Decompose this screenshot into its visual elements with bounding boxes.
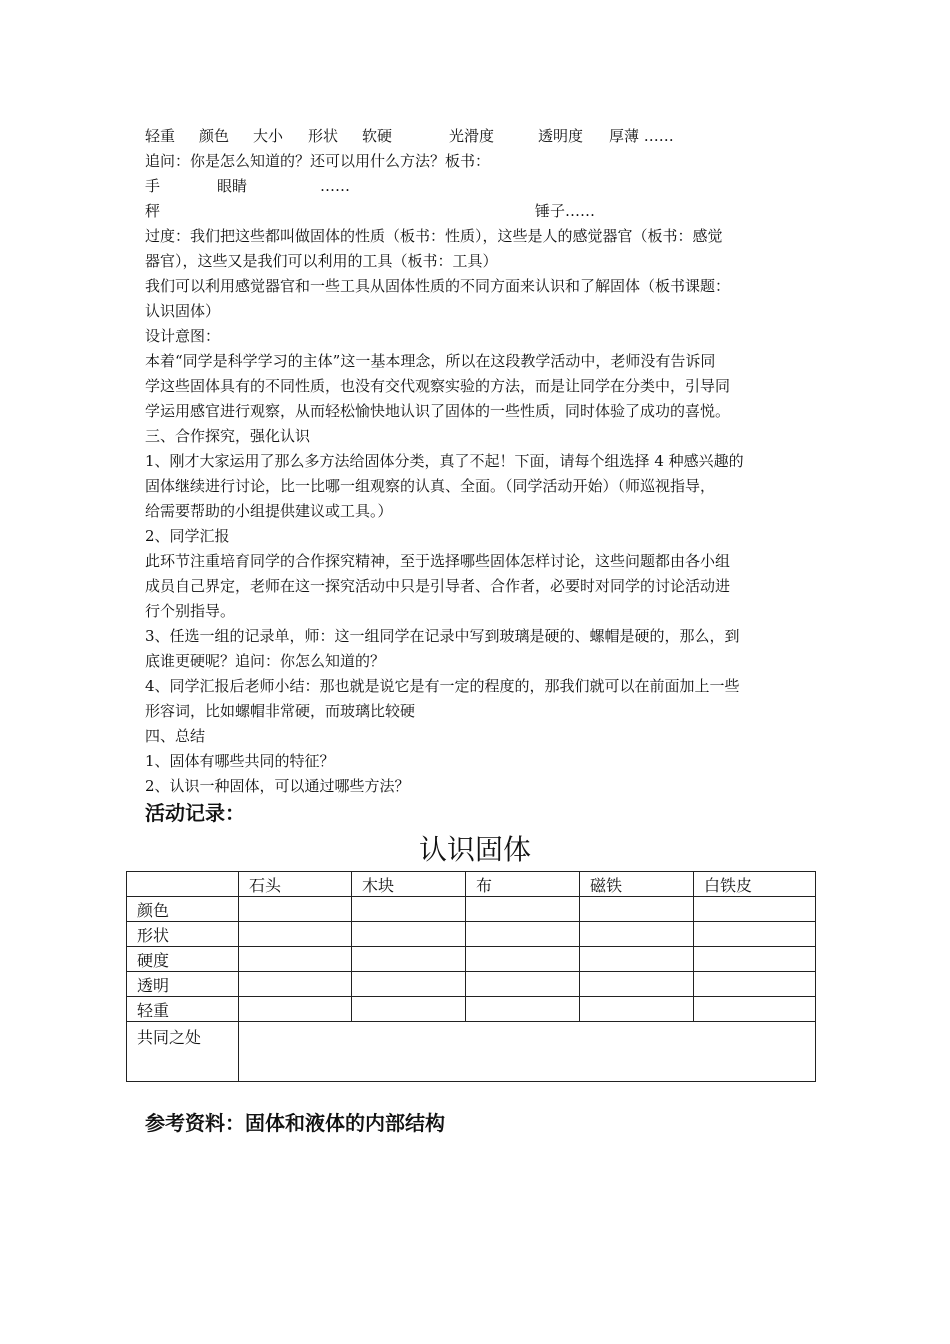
paragraph-line: 底谁更硬呢？追问：你怎么知道的？ bbox=[145, 652, 386, 670]
followup-question: 追问：你是怎么知道的？还可以用什么方法？板书： bbox=[145, 152, 491, 170]
table-row bbox=[127, 972, 816, 997]
row-header: 颜色 bbox=[127, 897, 239, 922]
row-header: 透明 bbox=[127, 972, 239, 997]
table-row bbox=[127, 997, 816, 1022]
table-cell[interactable] bbox=[466, 972, 580, 997]
row-header: 共同之处 bbox=[127, 1022, 239, 1082]
tool-eyes: 眼睛 bbox=[217, 177, 248, 195]
table-cell[interactable] bbox=[580, 972, 694, 997]
table-cell[interactable] bbox=[352, 897, 466, 922]
table-cell[interactable] bbox=[239, 997, 352, 1022]
table-title: 认识固体 bbox=[418, 833, 531, 866]
tool-hand: 手 bbox=[145, 177, 161, 195]
column-header: 布 bbox=[466, 872, 580, 897]
row-header: 轻重 bbox=[127, 997, 239, 1022]
paragraph-line: 行个别指导。 bbox=[145, 602, 236, 620]
common-features-cell[interactable] bbox=[239, 1022, 816, 1082]
paragraph-line: 学运用感官进行观察，从而轻松愉快地认识了固体的一些性质，同时体验了成功的喜悦。 bbox=[145, 402, 731, 420]
column-header: 白铁皮 bbox=[694, 872, 816, 897]
table-cell[interactable] bbox=[694, 997, 816, 1022]
paragraph-line: 学这些固体具有的不同性质，也没有交代观察实验的方法，而是让同学在分类中，引导同 bbox=[145, 377, 731, 395]
properties-line bbox=[145, 124, 845, 149]
table-cell[interactable] bbox=[580, 897, 694, 922]
paragraph-line: 本着“同学是科学学习的主体”这一基本理念，所以在这段教学活动中，老师没有告诉同 bbox=[145, 352, 716, 370]
tool-scale: 秤 bbox=[145, 202, 161, 220]
paragraph-line: 器官），这些又是我们可以利用的工具（板书：工具） bbox=[145, 252, 498, 270]
paragraph-line: 2、认识一种固体，可以通过哪些方法？ bbox=[145, 777, 410, 795]
property-transparency: 透明度 bbox=[538, 127, 584, 145]
row-header: 形状 bbox=[127, 922, 239, 947]
table-header-row bbox=[127, 872, 816, 897]
paragraph-line: 认识固体） bbox=[145, 302, 221, 320]
record-table bbox=[126, 871, 816, 1082]
paragraph-line: 1、固体有哪些共同的特征？ bbox=[145, 752, 335, 770]
table-row bbox=[127, 897, 816, 922]
table-cell[interactable] bbox=[239, 897, 352, 922]
table-cell[interactable] bbox=[239, 972, 352, 997]
table-cell[interactable] bbox=[352, 922, 466, 947]
property-shape: 形状 bbox=[308, 127, 339, 145]
table-cell[interactable] bbox=[694, 972, 816, 997]
table-corner-cell bbox=[127, 872, 239, 897]
table-cell[interactable] bbox=[466, 997, 580, 1022]
column-header: 石头 bbox=[239, 872, 352, 897]
column-header: 磁铁 bbox=[580, 872, 694, 897]
property-thickness: 厚薄 …… bbox=[609, 127, 674, 145]
row-header: 硬度 bbox=[127, 947, 239, 972]
table-cell[interactable] bbox=[580, 947, 694, 972]
table-cell[interactable] bbox=[580, 922, 694, 947]
paragraph-line: 形容词，比如螺帽非常硬，而玻璃比较硬 bbox=[145, 702, 416, 720]
table-cell[interactable] bbox=[694, 897, 816, 922]
table-cell[interactable] bbox=[239, 922, 352, 947]
table-cell[interactable] bbox=[239, 947, 352, 972]
paragraph-line: 1、刚才大家运用了那么多方法给固体分类，真了不起！下面，请每个组选择 4 种感兴趣的 bbox=[145, 452, 744, 470]
table-cell[interactable] bbox=[466, 947, 580, 972]
tools-row-1 bbox=[145, 174, 745, 199]
tool-ellipsis: …… bbox=[320, 177, 350, 195]
table-cell[interactable] bbox=[694, 947, 816, 972]
table-row bbox=[127, 947, 816, 972]
activity-heading: 活动记录： bbox=[145, 801, 245, 825]
table-row bbox=[127, 922, 816, 947]
paragraph-line: 过度：我们把这些都叫做固体的性质（板书：性质），这些是人的感觉器官（板书：感觉 bbox=[145, 227, 723, 245]
paragraph-line: 3、任选一组的记录单，师：这一组同学在记录中写到玻璃是硬的、螺帽是硬的，那么，到 bbox=[145, 627, 740, 645]
paragraph-line: 2、同学汇报 bbox=[145, 527, 230, 545]
paragraph-line: 设计意图： bbox=[145, 327, 221, 345]
paragraph-line: 我们可以利用感觉器官和一些工具从固体性质的不同方面来认识和了解固体（板书课题： bbox=[145, 277, 731, 295]
table-cell[interactable] bbox=[466, 922, 580, 947]
property-size: 大小 bbox=[253, 127, 284, 145]
table-cell[interactable] bbox=[352, 997, 466, 1022]
section-heading: 三、合作探究，强化认识 bbox=[145, 427, 311, 445]
table-row-common bbox=[127, 1022, 816, 1082]
property-color: 颜色 bbox=[199, 127, 230, 145]
property-weight: 轻重 bbox=[145, 127, 176, 145]
tool-hammer: 锤子…… bbox=[535, 202, 596, 220]
table-cell[interactable] bbox=[466, 897, 580, 922]
table-cell[interactable] bbox=[694, 922, 816, 947]
section-heading: 四、总结 bbox=[145, 727, 206, 745]
table-cell[interactable] bbox=[352, 947, 466, 972]
column-header: 木块 bbox=[352, 872, 466, 897]
paragraph-line: 此环节注重培育同学的合作探究精神，至于选择哪些固体怎样讨论，这些问题都由各小组 bbox=[145, 552, 731, 570]
tools-row-2 bbox=[145, 199, 745, 224]
reference-heading: 参考资料：固体和液体的内部结构 bbox=[145, 1111, 445, 1135]
paragraph-line: 4、同学汇报后老师小结：那也就是说它是有一定的程度的，那我们就可以在前面加上一些 bbox=[145, 677, 740, 695]
paragraph-line: 成员自己界定，老师在这一探究活动中只是引导者、合作者，必要时对同学的讨论活动进 bbox=[145, 577, 731, 595]
table-cell[interactable] bbox=[352, 972, 466, 997]
paragraph-line: 给需要帮助的小组提供建议或工具。） bbox=[145, 502, 393, 520]
property-hardness: 软硬 bbox=[362, 127, 393, 145]
table-cell[interactable] bbox=[580, 997, 694, 1022]
property-smoothness: 光滑度 bbox=[449, 127, 495, 145]
paragraph-line: 固体继续进行讨论，比一比哪一组观察的认真、全面。（同学活动开始）（师巡视指导， bbox=[145, 477, 716, 495]
